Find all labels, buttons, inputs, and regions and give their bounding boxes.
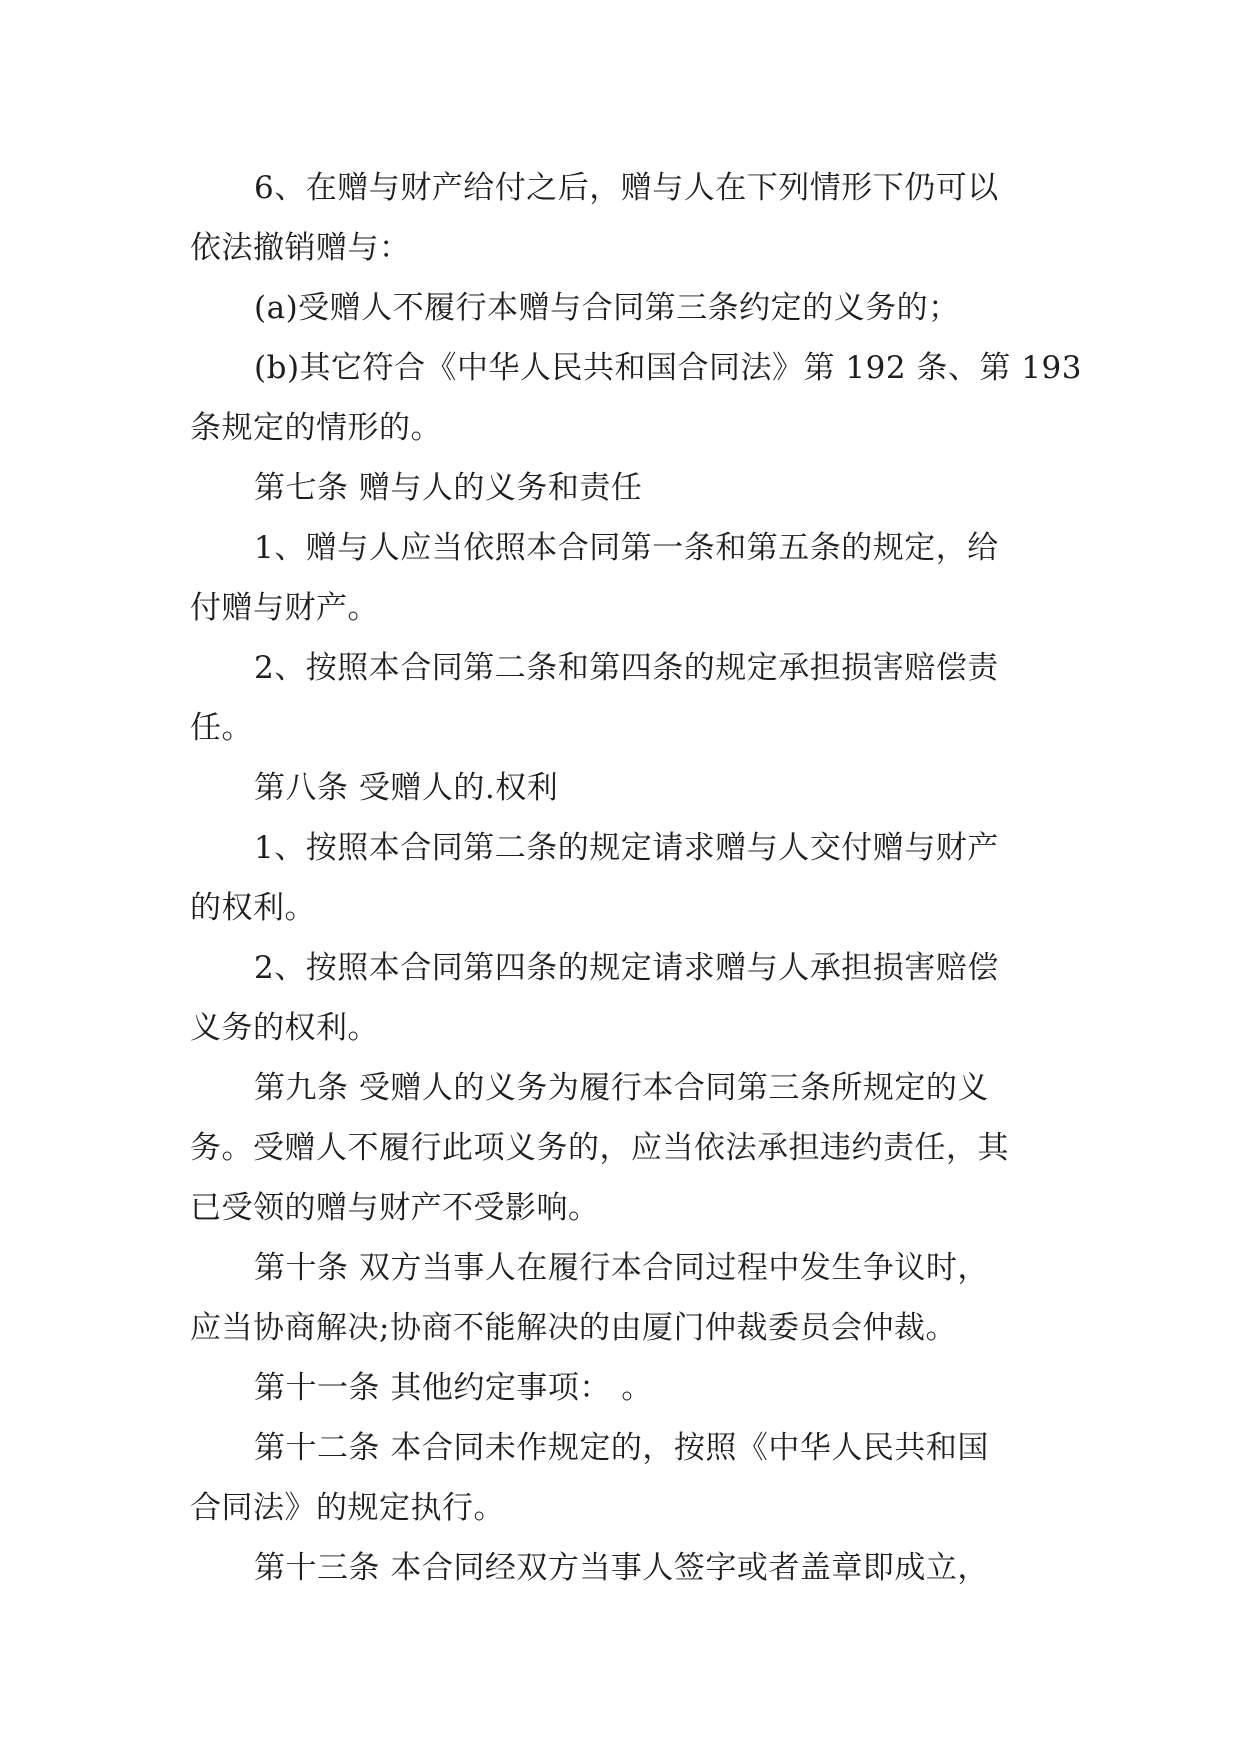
article-10-line-1: 第十条 双方当事人在履行本合同过程中发生争议时， (254, 1250, 989, 1286)
article-8-heading: 第八条 受赠人的.权利 (254, 770, 559, 806)
clause-6a-line-1: (a)受赠人不履行本赠与合同第三条约定的义务的； (254, 290, 960, 326)
article-7-item-1-line-2: 付赠与财产。 (190, 590, 379, 626)
article-11-line-1: 第十一条 其他约定事项： 。 (254, 1370, 653, 1406)
article-7-item-2-line-1: 2、按照本合同第二条和第四条的规定承担损害赔偿责 (254, 650, 999, 686)
article-13-line-1: 第十三条 本合同经双方当事人签字或者盖章即成立， (254, 1550, 989, 1586)
clause-6-line-1: 6、在赠与财产给付之后，赠与人在下列情形下仍可以 (254, 170, 999, 206)
article-9-line-1: 第九条 受赠人的义务为履行本合同第三条所规定的义 (254, 1070, 989, 1106)
document-body (190, 158, 1082, 1598)
article-8-item-1-line-2: 的权利。 (190, 890, 316, 926)
article-7-item-2-line-2: 任。 (190, 710, 253, 746)
article-8-item-2-line-1: 2、按照本合同第四条的规定请求赠与人承担损害赔偿 (254, 950, 999, 986)
article-8-item-1-line-1: 1、按照本合同第二条的规定请求赠与人交付赠与财产 (254, 830, 999, 866)
article-10-line-2: 应当协商解决;协商不能解决的由厦门仲裁委员会仲裁。 (190, 1310, 957, 1346)
clause-6b-line-2: 条规定的情形的。 (190, 410, 442, 446)
article-12-line-2: 合同法》的规定执行。 (190, 1490, 505, 1526)
clause-6b-line-1: (b)其它符合《中华人民共和国合同法》第 192 条、第 193 (254, 350, 1082, 386)
article-7-heading: 第七条 赠与人的义务和责任 (254, 470, 643, 506)
clause-6-line-2: 依法撤销赠与： (190, 230, 411, 266)
article-12-line-1: 第十二条 本合同未作规定的，按照《中华人民共和国 (254, 1430, 989, 1466)
article-9-line-3: 已受领的赠与财产不受影响。 (190, 1190, 600, 1226)
article-8-item-2-line-2: 义务的权利。 (190, 1010, 379, 1046)
article-9-line-2: 务。受赠人不履行此项义务的，应当依法承担违约责任，其 (190, 1130, 1009, 1166)
article-7-item-1-line-1: 1、赠与人应当依照本合同第一条和第五条的规定，给 (254, 530, 999, 566)
